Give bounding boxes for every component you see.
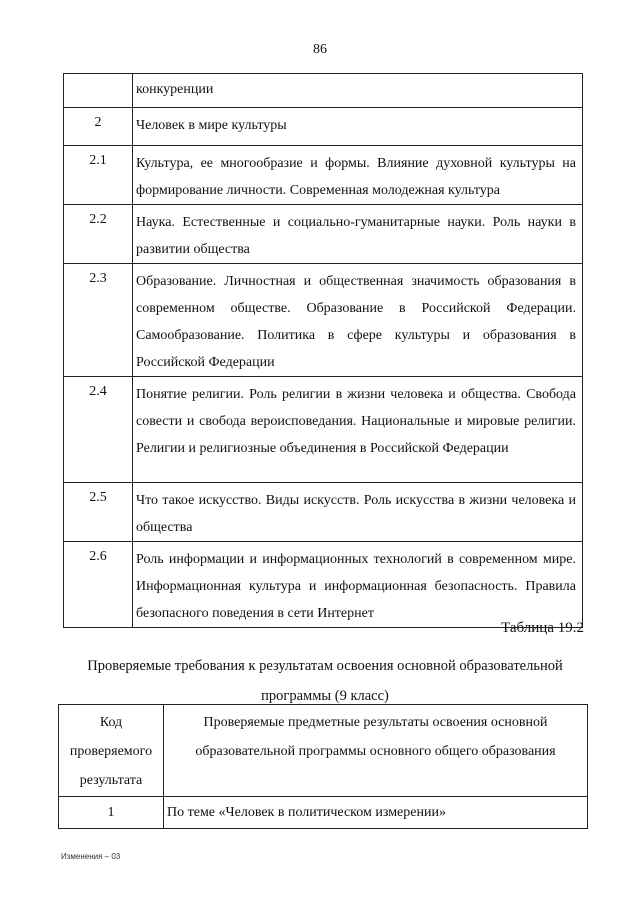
topic-text: Что такое искусство. Виды искусств. Роль искусства в жизни человека и общества [133, 483, 583, 542]
topic-number: 2.3 [64, 264, 133, 377]
table-row [64, 146, 583, 205]
page-number: 86 [313, 42, 327, 57]
topic-text: Образование. Личностная и общественная значимость образования в современном обществе. Образование в Российской Федерации. Самообразование. Политика в сфере культуры и образования в Российской Федерации [133, 264, 583, 377]
topic-number: 2.4 [64, 377, 133, 483]
result-code: 1 [59, 797, 164, 829]
table-heading: Проверяемые требования к результатам освоения основной образовательной программы (9 класс) [87, 658, 563, 704]
topic-number: 2.6 [64, 542, 133, 628]
table-row [64, 74, 583, 108]
topic-text: Культура, ее многообразие и формы. Влияние духовной культуры на формирование личности. Современная молодежная культура [133, 146, 583, 205]
header-description: Проверяемые предметные результаты освоения основной образовательной программы основного общего образования [164, 705, 588, 797]
footer-note: Изменения – 03 [61, 852, 121, 861]
table-row [59, 797, 588, 829]
topics-table [63, 73, 583, 628]
table-row [64, 264, 583, 377]
topic-number: 2.2 [64, 205, 133, 264]
topic-number: 2.1 [64, 146, 133, 205]
topic-text: Наука. Естественные и социально-гуманитарные науки. Роль науки в развитии общества [133, 205, 583, 264]
topic-text: Роль информации и информационных технологий в современном мире. Информационная культура и информационная безопасность. Правила безопасного поведения в сети Интернет [133, 542, 583, 628]
table-row [64, 377, 583, 483]
table-header-row [59, 705, 588, 797]
table-row [64, 483, 583, 542]
topic-text: Понятие религии. Роль религии в жизни человека и общества. Свобода совести и свобода вероисповедания. Национальные и мировые религии. Религии и религиозные объединения в Российской Федерации [133, 377, 583, 483]
topic-text: Человек в мире культуры [133, 108, 583, 146]
requirements-table [58, 704, 588, 829]
header-code: Код проверяемого результата [59, 705, 164, 797]
table-row [64, 542, 583, 628]
topic-number: 2.5 [64, 483, 133, 542]
table-row [64, 205, 583, 264]
topic-number: 2 [64, 108, 133, 146]
topic-text: конкуренции [133, 74, 583, 108]
table-label: Таблица 19.2 [501, 620, 584, 636]
result-text: По теме «Человек в политическом измерении» [164, 797, 588, 829]
topic-number [64, 74, 133, 108]
table-row [64, 108, 583, 146]
